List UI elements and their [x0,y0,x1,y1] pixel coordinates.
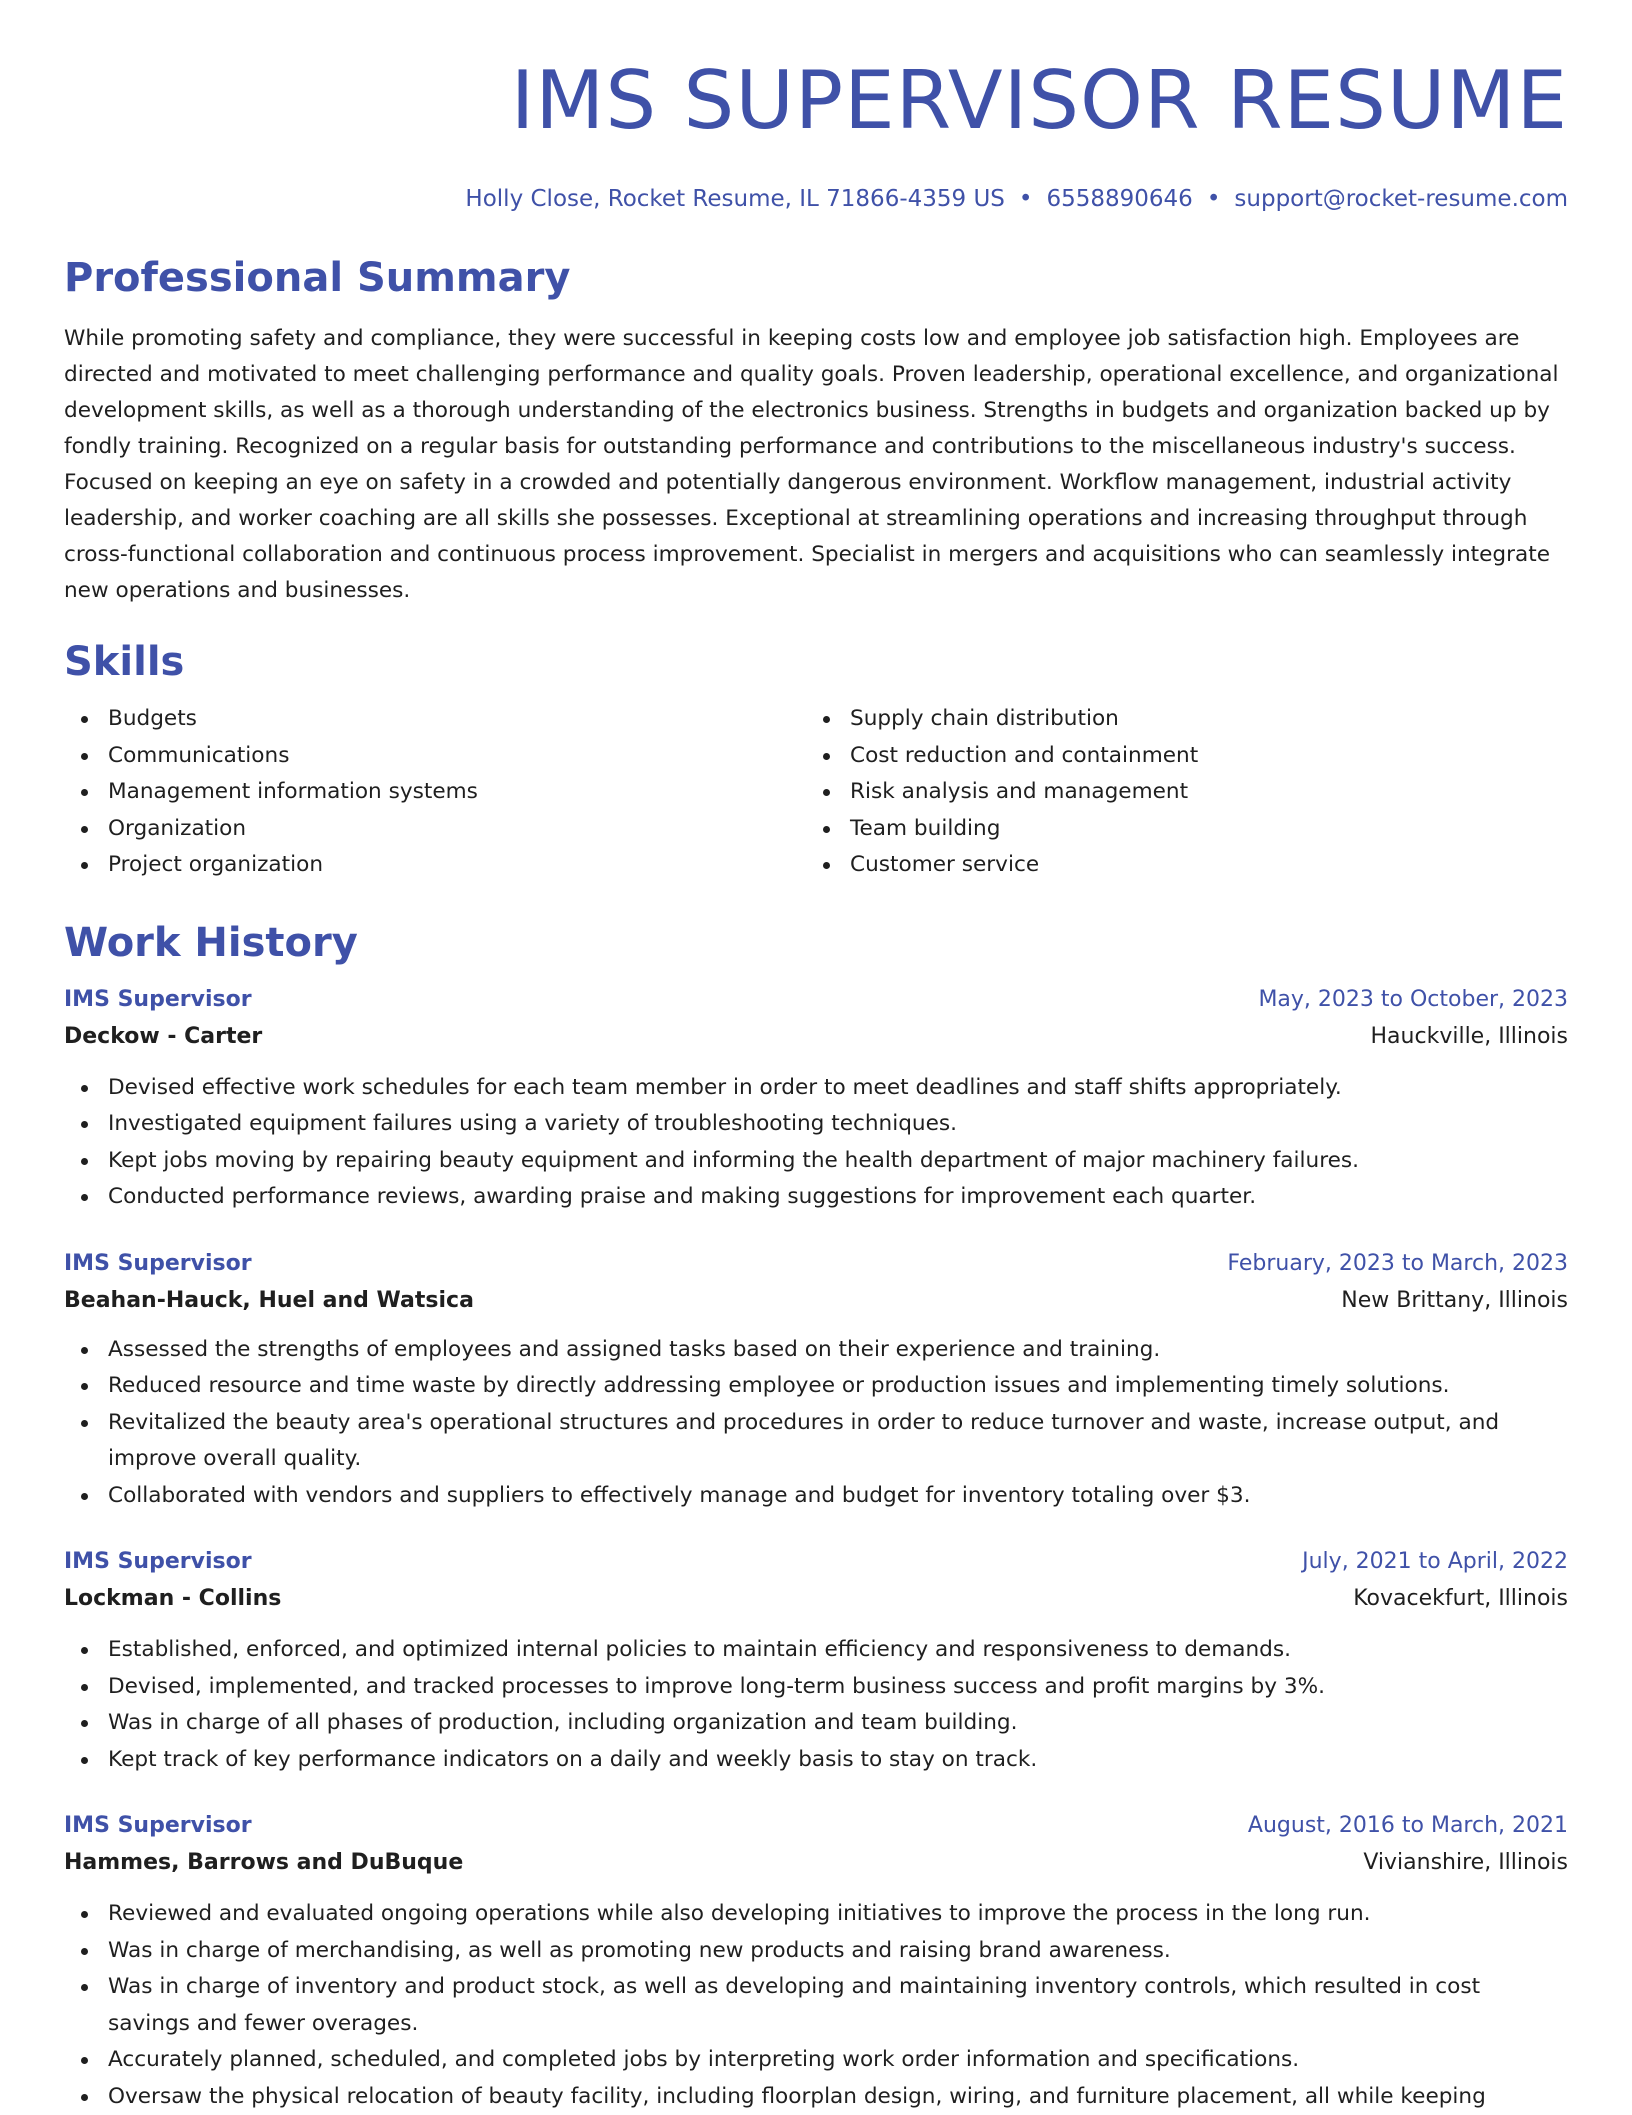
job-header-row [64,982,1568,1018]
skill-item: Team building [850,811,1548,848]
job-header-row [64,1544,1568,1580]
job-company: Lockman - Collins [64,1580,281,1618]
skill-item: Customer service [850,847,1548,884]
job-subheader-row [64,1580,1568,1618]
job-company: Hammes, Barrows and DuBuque [64,1844,463,1882]
job-header-row [64,1808,1568,1844]
job-bullet: Was in charge of merchandising, as well as promoting new products and raising brand awareness. [108,1933,1568,1970]
job-bullet: Reduced resource and time waste by directly addressing employee or production issues and implementing timely solutions. [108,1368,1568,1405]
job-bullet: Devised effective work schedules for each team member in order to meet deadlines and staff shifts appropriately. [108,1070,1568,1107]
skills-column-right [806,701,1548,884]
skill-item: Organization [108,811,806,848]
job-bullet: Conducted performance reviews, awarding praise and making suggestions for improvement each quarter. [108,1179,1568,1216]
job-company: Deckow - Carter [64,1018,262,1056]
separator-dot: • [1207,186,1221,212]
job-location: Kovacekfurt, Illinois [1353,1580,1568,1618]
contact-line [64,183,1568,215]
skills-column-left [64,701,806,884]
job-bullet: Revitalized the beauty area's operational structures and procedures in order to reduce turnover and waste, increase output, and improve overall quality. [108,1405,1568,1478]
job-title: IMS Supervisor [64,1246,252,1282]
job-bullet: Kept track of key performance indicators on a daily and weekly basis to stay on track. [108,1742,1568,1779]
job-header-row [64,1246,1568,1282]
job-subheader-row [64,1018,1568,1056]
summary-heading: Professional Summary [64,253,1568,303]
skills-heading: Skills [64,637,1568,687]
job-location: New Brittany, Illinois [1341,1282,1568,1320]
job-dates: May, 2023 to October, 2023 [1258,982,1568,1018]
job-bullet: Oversaw the physical relocation of beauty facility, including floorplan design, wiring, and furniture placement, all while keeping [108,2079,1568,2115]
job-bullet: Was in charge of inventory and product stock, as well as developing and maintaining inventory controls, which resulted in cost savings and fewer overages. [108,1969,1568,2042]
skill-item: Budgets [108,701,806,738]
contact-email[interactable]: support@rocket-resume.com [1234,186,1568,212]
skill-item: Management information systems [108,774,806,811]
work-history-heading: Work History [64,918,1568,968]
skill-item: Supply chain distribution [850,701,1548,738]
job-bullet: Was in charge of all phases of production, including organization and team building. [108,1705,1568,1742]
job-title: IMS Supervisor [64,982,252,1018]
job-company: Beahan-Hauck, Huel and Watsica [64,1282,474,1320]
job-dates: August, 2016 to March, 2021 [1248,1808,1568,1844]
job-bullets [64,1070,1568,1216]
resume-title: IMS SUPERVISOR RESUME [64,53,1568,149]
job-bullets [64,1332,1568,1515]
job-bullet: Accurately planned, scheduled, and completed jobs by interpreting work order information and specifications. [108,2042,1568,2079]
skill-item: Project organization [108,847,806,884]
job-bullet: Assessed the strengths of employees and assigned tasks based on their experience and training. [108,1332,1568,1369]
job-entry [64,1544,1568,1778]
resume-page [64,0,1568,2115]
skill-item: Risk analysis and management [850,774,1548,811]
job-location: Hauckville, Illinois [1371,1018,1568,1056]
job-location: Vivianshire, Illinois [1363,1844,1568,1882]
job-bullets [64,1632,1568,1778]
job-bullet: Established, enforced, and optimized internal policies to maintain efficiency and responsiveness to demands. [108,1632,1568,1669]
job-entry [64,1246,1568,1515]
job-bullet: Investigated equipment failures using a variety of troubleshooting techniques. [108,1106,1568,1143]
summary-text: While promoting safety and compliance, they were successful in keeping costs low and employee job satisfaction high. Employees are directed and motivated to meet challenging performance and quality goals. Proven leadership, operational excellence, and organizational development skills, as well as a thorough understanding of the electronics business. Strengths in budgets and organization backed up by fondly training. Recognized on a regular basis for outstanding performance and contributions to the miscellaneous industry's success. Focused on keeping an eye on safety in a crowded and potentially dangerous environment. Workflow management, industrial activity leadership, and worker coaching are all skills she possesses. Exceptional at streamlining operations and increasing throughput through cross-functional collaboration and continuous process improvement. Specialist in mergers and acquisitions who can seamlessly integrate new operations and businesses. [64,321,1568,609]
job-subheader-row [64,1282,1568,1320]
job-subheader-row [64,1844,1568,1882]
job-entry [64,1808,1568,2115]
skills-grid [64,701,1568,884]
job-bullet: Collaborated with vendors and suppliers to effectively manage and budget for inventory totaling over $3. [108,1478,1568,1515]
contact-address: Holly Close, Rocket Resume, IL 71866-4359 US [465,186,1004,212]
job-bullet: Devised, implemented, and tracked processes to improve long-term business success and profit margins by 3%. [108,1669,1568,1706]
job-dates: February, 2023 to March, 2023 [1227,1246,1568,1282]
job-dates: July, 2021 to April, 2022 [1302,1544,1568,1580]
skill-item: Cost reduction and containment [850,738,1548,775]
job-title: IMS Supervisor [64,1808,252,1844]
job-bullet: Kept jobs moving by repairing beauty equipment and informing the health department of major machinery failures. [108,1143,1568,1180]
separator-dot: • [1019,186,1033,212]
contact-phone: 6558890646 [1046,186,1192,212]
job-entry [64,982,1568,1216]
job-title: IMS Supervisor [64,1544,252,1580]
job-bullet: Reviewed and evaluated ongoing operations while also developing initiatives to improve the process in the long run. [108,1896,1568,1933]
job-bullets [64,1896,1568,2115]
skill-item: Communications [108,738,806,775]
